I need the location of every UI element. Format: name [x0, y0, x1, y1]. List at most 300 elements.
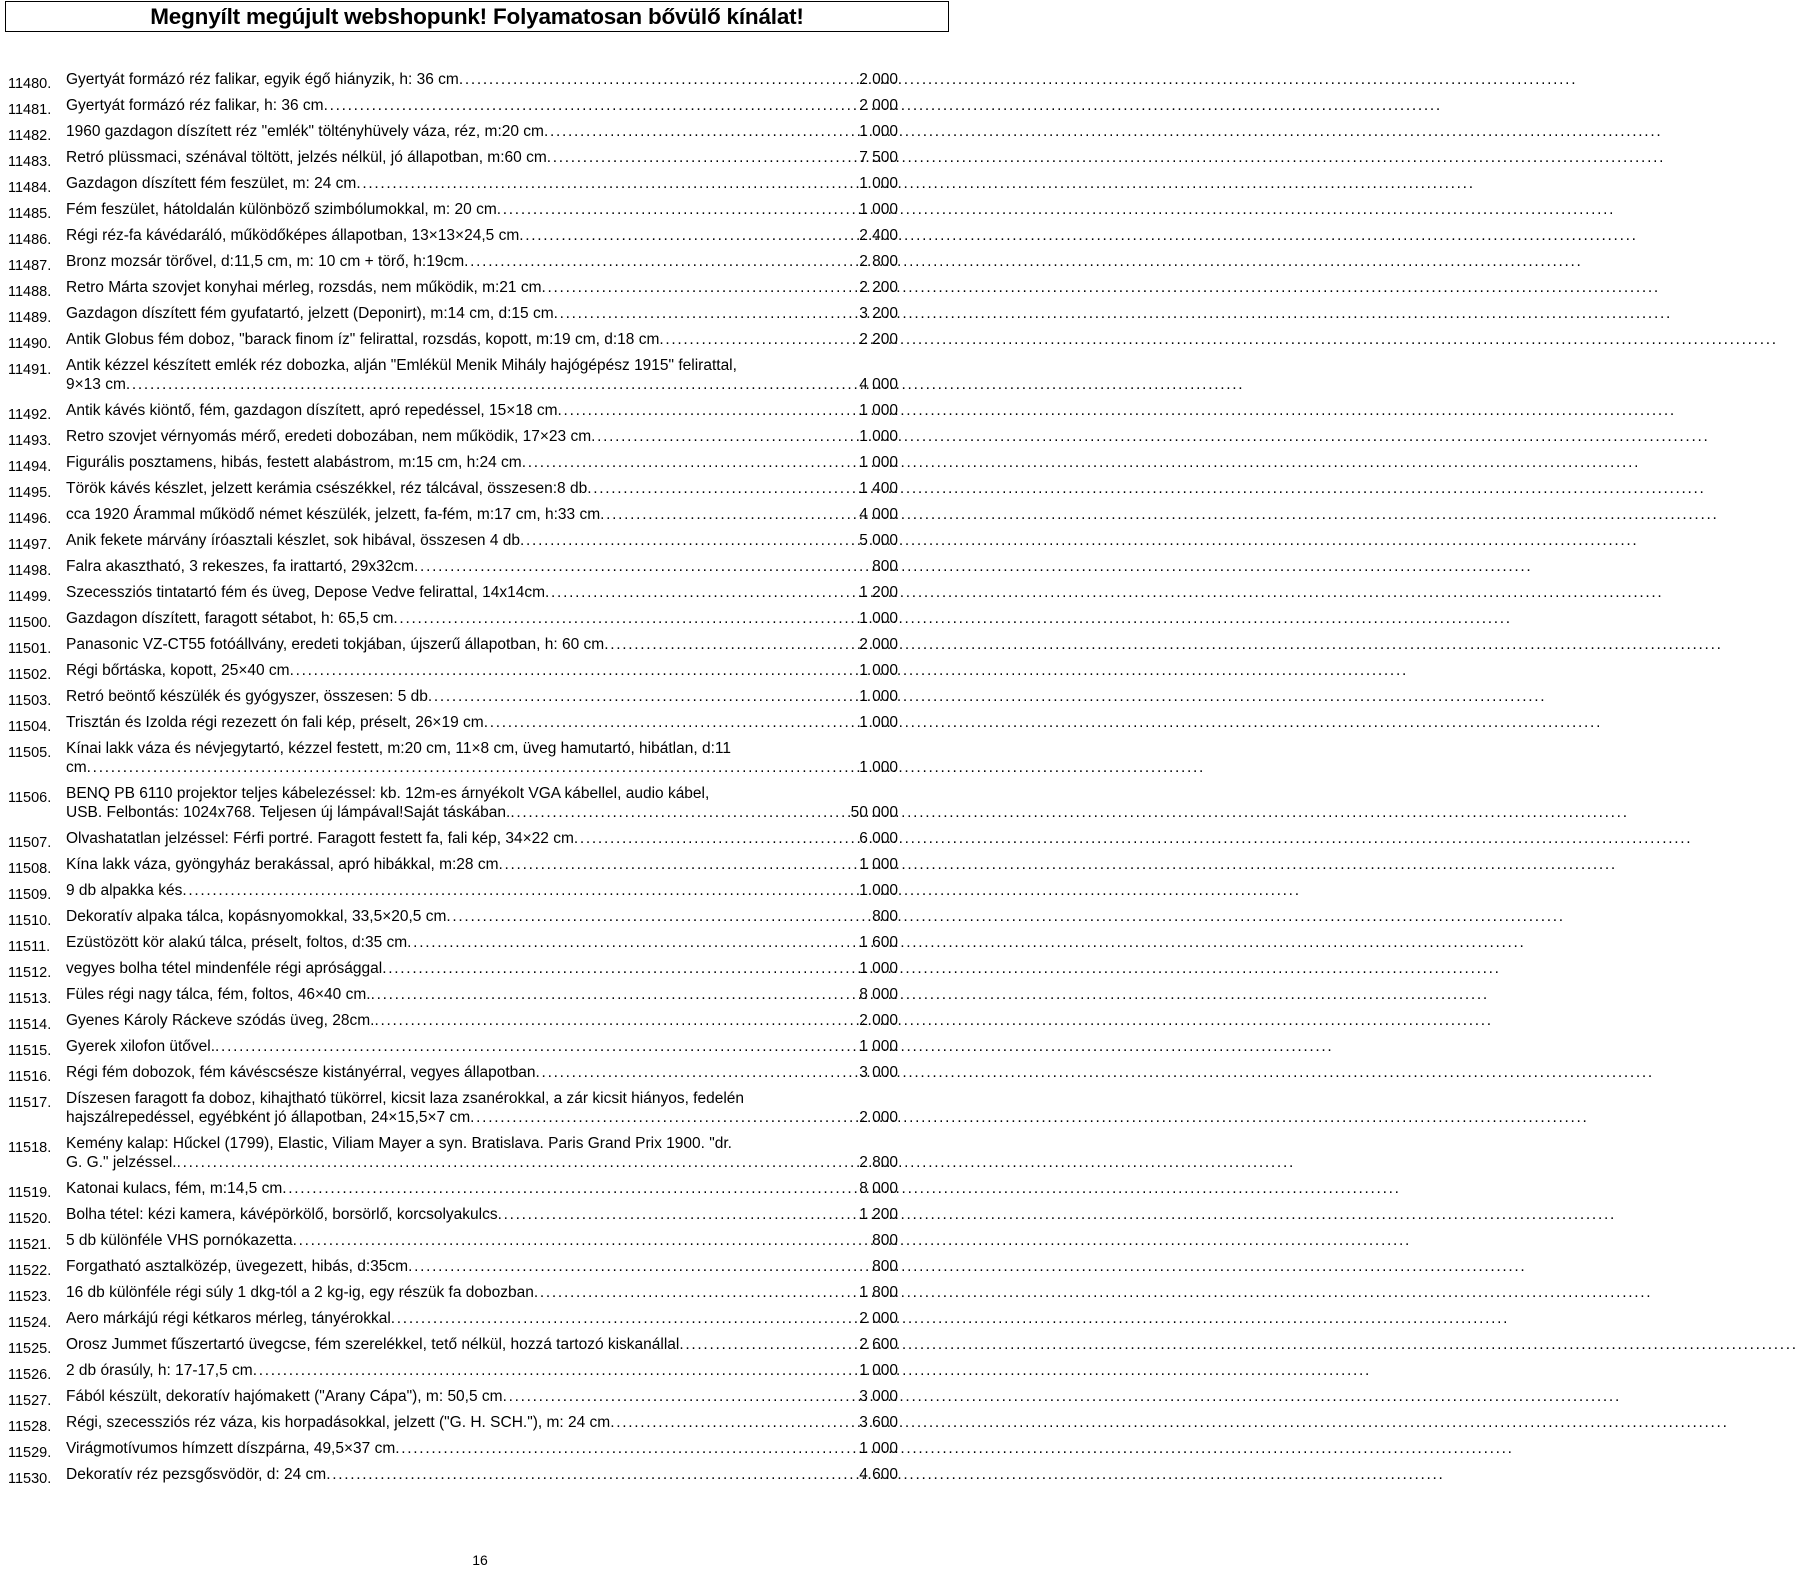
item-number: 11530.: [8, 1471, 52, 1487]
item-body: [66, 427, 898, 446]
list-item: [0, 1283, 960, 1309]
item-price: 2 000: [859, 1012, 898, 1029]
list-item: [0, 1465, 960, 1491]
item-line: [66, 1011, 898, 1030]
item-description: Füles régi nagy tálca, fém, foltos, 46×40 cm.: [66, 986, 371, 1003]
list-item: [0, 583, 960, 609]
list-item: [0, 200, 960, 226]
item-description: Retró plüssmaci, szénával töltött, jelzés nélkül, jó állapotban, m:60 cm: [66, 149, 547, 166]
dot-leader: [554, 304, 860, 323]
item-description: cm: [66, 759, 87, 776]
dot-leader: [503, 1387, 860, 1406]
item-body: [66, 907, 898, 926]
item-body: [66, 1205, 898, 1224]
list-item: [0, 453, 960, 479]
item-price: 2 200: [859, 331, 898, 348]
item-body: [66, 226, 898, 245]
item-number: 11519.: [8, 1185, 52, 1201]
item-number: 11500.: [8, 615, 52, 631]
item-price: 2 000: [859, 636, 898, 653]
item-description: Figurális posztamens, hibás, festett alabástrom, m:15 cm, h:24 cm: [66, 454, 522, 471]
item-body: [66, 1037, 898, 1056]
list-item: [0, 1309, 960, 1335]
dot-leader: [177, 1153, 860, 1172]
dot-leader: [498, 1205, 860, 1224]
item-body: [66, 1309, 898, 1328]
item-line: [66, 1387, 898, 1406]
item-description: Trisztán és Izolda régi rezezett ón fali kép, préselt, 26×19 cm: [66, 714, 484, 731]
item-number: 11526.: [8, 1367, 52, 1383]
item-body: [66, 829, 898, 848]
dot-leader: [87, 758, 860, 777]
item-line: [66, 479, 898, 498]
item-price: 2 000: [859, 1310, 898, 1327]
item-description: Retro szovjet vérnyomás mérő, eredeti dobozában, nem működik, 17×23 cm: [66, 428, 592, 445]
item-line: [66, 531, 898, 550]
item-number: 11491.: [8, 362, 52, 378]
item-price: 2 400: [859, 227, 898, 244]
item-line: [66, 148, 898, 167]
item-description: Dekoratív réz pezsgősvödör, d: 24 cm: [66, 1466, 327, 1483]
dot-leader: [182, 881, 859, 900]
item-price: 1 000: [859, 960, 898, 977]
item-body: [66, 1063, 898, 1082]
item-description: Dekoratív alpaka tálca, kopásnyomokkal, 33,5×20,5 cm: [66, 908, 447, 925]
item-line: [66, 907, 898, 926]
item-description: G. G." jelzéssel.: [66, 1154, 177, 1171]
item-price: 800: [872, 558, 898, 575]
item-number: 11528.: [8, 1419, 52, 1435]
item-line: [66, 803, 898, 822]
item-number: 11497.: [8, 537, 52, 553]
item-body: [66, 713, 898, 732]
item-description: Bolha tétel: kézi kamera, kávépörkölő, borsörlő, korcsolyakulcs: [66, 1206, 498, 1223]
item-body: [66, 557, 898, 576]
item-number: 11492.: [8, 407, 52, 423]
item-number: 11513.: [8, 991, 52, 1007]
list-item: [0, 661, 960, 687]
item-description: Retro Márta szovjet konyhai mérleg, rozsdás, nem működik, m:21 cm: [66, 279, 542, 296]
item-price: 4 600: [859, 1466, 898, 1483]
dot-leader: [356, 174, 859, 193]
item-body: [66, 1413, 898, 1432]
item-description: Falra akasztható, 3 rekeszes, fa irattartó, 29x32cm: [66, 558, 415, 575]
item-line: [66, 401, 898, 420]
item-line: [66, 1179, 898, 1198]
item-line: [66, 304, 898, 323]
item-body: [66, 122, 898, 141]
item-description: Gyerek xilofon ütővel.: [66, 1038, 216, 1055]
dot-leader: [464, 252, 859, 271]
list-item: [0, 784, 960, 829]
item-body: [66, 1231, 898, 1250]
item-body: [66, 933, 898, 952]
item-body: [66, 148, 898, 167]
item-body: [66, 687, 898, 706]
list-item: [0, 505, 960, 531]
item-line: [66, 1413, 898, 1432]
item-line: [66, 1063, 898, 1082]
item-number: 11481.: [8, 102, 52, 118]
item-description: Kína lakk váza, gyöngyház berakással, apró hibákkal, m:28 cm: [66, 856, 499, 873]
item-line: [66, 713, 898, 732]
item-number: 11498.: [8, 563, 52, 579]
item-number: 11483.: [8, 154, 52, 170]
item-description-line1: Díszesen faragott fa doboz, kihajtható tükörrel, kicsit laza zsanérokkal, a zár kicsit hiányos, fedelén: [66, 1090, 745, 1107]
list-item: [0, 479, 960, 505]
item-price: 800: [872, 1232, 898, 1249]
item-number: 11517.: [8, 1095, 52, 1111]
item-number: 11511.: [8, 939, 51, 955]
item-description: Gyenes Károly Ráckeve szódás üveg, 28cm.: [66, 1012, 375, 1029]
dot-leader: [408, 1257, 872, 1276]
dot-leader: [600, 505, 859, 524]
item-line: [66, 959, 898, 978]
item-description: Ezüstözött kör alakú tálca, préselt, foltos, d:35 cm: [66, 934, 408, 951]
dot-leader: [519, 226, 859, 245]
item-number: 11482.: [8, 128, 52, 144]
item-number: 11523.: [8, 1289, 52, 1305]
item-body: [66, 1387, 898, 1406]
item-price: 3 000: [859, 1064, 898, 1081]
item-price: 800: [872, 908, 898, 925]
list-item: [0, 1257, 960, 1283]
dot-leader: [391, 1309, 859, 1328]
item-line: [66, 427, 898, 446]
item-body: [66, 609, 898, 628]
dot-leader: [536, 1063, 860, 1082]
item-price: 6 000: [859, 830, 898, 847]
item-description: Gyertyát formázó réz falikar, egyik égő hiányzik, h: 36 cm: [66, 71, 459, 88]
item-body: [66, 985, 898, 1004]
item-price: 1 000: [859, 662, 898, 679]
item-description: Forgatható asztalközép, üvegezett, hibás, d:35cm: [66, 1258, 409, 1275]
dot-leader: [446, 907, 872, 926]
item-body: [66, 739, 898, 777]
dot-leader: [484, 713, 860, 732]
item-description: Olvashatatlan jelzéssel: Férfi portré. Faragott festett fa, fali kép, 34×22 cm: [66, 830, 574, 847]
item-description: 16 db különféle régi súly 1 dkg-tól a 2 kg-ig, egy részük fa dobozban: [66, 1284, 534, 1301]
item-description-line1: BENQ PB 6110 projektor teljes kábelezéssel: kb. 12m-es árnyékolt VGA kábellel, audio kábel,: [66, 785, 710, 802]
item-body: [66, 1439, 898, 1458]
list-item: [0, 174, 960, 200]
item-price: 1 000: [859, 856, 898, 873]
list-item: [0, 855, 960, 881]
dot-leader: [395, 1439, 859, 1458]
item-body: [66, 356, 898, 394]
item-description: Bronz mozsár törővel, d:11,5 cm, m: 10 cm + törő, h:19cm: [66, 253, 465, 270]
item-line: [66, 829, 898, 848]
item-price: 1 800: [859, 1284, 898, 1301]
dot-leader: [371, 985, 860, 1004]
dot-leader: [534, 1283, 859, 1302]
item-description: Török kávés készlet, jelzett kerámia csészékkel, réz tálcával, összesen:8 db: [66, 480, 588, 497]
item-number: 11524.: [8, 1315, 52, 1331]
dot-leader: [659, 330, 859, 349]
item-description: Antik Globus fém doboz, "barack finom íz" felirattal, rozsdás, kopott, m:19 cm, d:18 cm: [66, 331, 660, 348]
dot-leader: [459, 70, 859, 89]
item-description: 9×13 cm: [66, 376, 126, 393]
item-line: [66, 1231, 898, 1250]
item-body: [66, 479, 898, 498]
list-item: [0, 401, 960, 427]
item-line: [66, 1361, 898, 1380]
list-item: [0, 1063, 960, 1089]
item-line: [66, 855, 898, 874]
item-number: 11486.: [8, 232, 52, 248]
item-price: 4 000: [859, 376, 898, 393]
list-item: [0, 959, 960, 985]
item-description: Gyertyát formázó réz falikar, h: 36 cm: [66, 97, 324, 114]
item-description: 9 db alpakka kés: [66, 882, 183, 899]
list-item: [0, 881, 960, 907]
item-price: 4 000: [859, 506, 898, 523]
dot-leader: [293, 1231, 873, 1250]
item-number: 11525.: [8, 1341, 52, 1357]
item-body: [66, 453, 898, 472]
item-list: [0, 70, 960, 1491]
item-line: [66, 70, 898, 89]
list-item: [0, 148, 960, 174]
item-body: [66, 881, 898, 900]
item-line: [66, 226, 898, 245]
item-price: 50 000: [850, 804, 898, 821]
item-price: 1 600: [859, 934, 898, 951]
item-line: [66, 687, 898, 706]
item-body: [66, 583, 898, 602]
item-price: 2 800: [859, 1154, 898, 1171]
item-line: [66, 1257, 898, 1276]
item-body: [66, 959, 898, 978]
item-body: [66, 1179, 898, 1198]
dot-leader: [126, 375, 859, 394]
item-description: Katonai kulacs, fém, m:14,5 cm: [66, 1180, 283, 1197]
item-description: vegyes bolha tétel mindenféle régi aprósággal: [66, 960, 383, 977]
list-item: [0, 252, 960, 278]
item-description-line1: Kemény kalap: Hűckel (1799), Elastic, Viliam Mayer a syn. Bratislava. Paris Grand Prix 1900. "dr.: [66, 1135, 732, 1152]
list-item: [0, 226, 960, 252]
item-body: [66, 304, 898, 323]
item-line: [66, 1335, 898, 1354]
item-line: [66, 881, 898, 900]
item-line: [66, 583, 898, 602]
item-line: [66, 1283, 898, 1302]
list-item: [0, 1037, 960, 1063]
item-price: 8 000: [859, 986, 898, 1003]
item-line: [66, 122, 898, 141]
dot-leader: [545, 583, 859, 602]
item-number: 11499.: [8, 589, 52, 605]
item-number: 11489.: [8, 310, 52, 326]
dot-leader: [428, 687, 859, 706]
item-body: [66, 1335, 898, 1354]
item-price: 1 000: [859, 428, 898, 445]
item-body: [66, 1089, 898, 1127]
item-number: 11496.: [8, 511, 52, 527]
list-item: [0, 1361, 960, 1387]
list-item: [0, 1413, 960, 1439]
item-body: [66, 505, 898, 524]
list-item: [0, 1439, 960, 1465]
item-price: 5 000: [859, 532, 898, 549]
item-description: Anik fekete márvány íróasztali készlet, sok hibával, összesen 4 db: [66, 532, 521, 549]
item-line: [66, 252, 898, 271]
item-description: 5 db különféle VHS pornókazetta: [66, 1232, 293, 1249]
item-number: 11527.: [8, 1393, 52, 1409]
item-description: Fából készült, dekoratív hajómakett ("Arany Cápa"), m: 50,5 cm: [66, 1388, 503, 1405]
item-number: 11520.: [8, 1211, 52, 1227]
item-description-line1: Antik kézzel készített emlék réz dobozka, alján "Emlékül Menik Mihály hajógépész 1915" felirattal,: [66, 357, 737, 374]
item-number: 11529.: [8, 1445, 52, 1461]
item-price: 1 400: [859, 480, 898, 497]
dot-leader: [282, 1179, 859, 1198]
list-item: [0, 687, 960, 713]
item-line: [66, 1108, 898, 1127]
list-item: [0, 1387, 960, 1413]
list-item: [0, 1335, 960, 1361]
list-item: [0, 739, 960, 784]
dot-leader: [393, 609, 859, 628]
item-body: [66, 200, 898, 219]
item-body: [66, 1361, 898, 1380]
item-body: [66, 1134, 898, 1172]
dot-leader: [382, 959, 859, 978]
dot-leader: [290, 661, 860, 680]
item-line: [66, 505, 898, 524]
list-item: [0, 1205, 960, 1231]
list-item: [0, 829, 960, 855]
item-description: hajszálrepedéssel, egyébként jó állapotban, 24×15,5×7 cm: [66, 1109, 471, 1126]
dot-leader: [520, 531, 859, 550]
item-price: 1 000: [859, 759, 898, 776]
dot-leader: [324, 96, 860, 115]
item-price: 1 000: [859, 175, 898, 192]
item-line: [66, 635, 898, 654]
list-item: [0, 427, 960, 453]
item-price: 2 000: [859, 97, 898, 114]
dot-leader: [215, 1037, 859, 1056]
item-number: 11501.: [8, 641, 52, 657]
item-number: 11515.: [8, 1043, 52, 1059]
list-item: [0, 122, 960, 148]
item-number: 11494.: [8, 459, 52, 475]
item-description: Virágmotívumos hímzett díszpárna, 49,5×37 cm: [66, 1440, 396, 1457]
item-body: [66, 96, 898, 115]
item-price: 1 000: [859, 882, 898, 899]
item-body: [66, 531, 898, 550]
item-price: 3 600: [859, 1414, 898, 1431]
item-line: [66, 609, 898, 628]
item-line: [66, 278, 898, 297]
item-price: 1 000: [859, 610, 898, 627]
item-body: [66, 784, 898, 822]
item-line: [66, 1153, 898, 1172]
item-line: [66, 200, 898, 219]
item-body: [66, 70, 898, 89]
list-item: [0, 96, 960, 122]
item-price: 1 000: [859, 714, 898, 731]
item-price: 2 000: [859, 71, 898, 88]
item-number: 11518.: [8, 1140, 52, 1156]
list-item: [0, 609, 960, 635]
item-price: 7 500: [859, 149, 898, 166]
dot-leader: [326, 1465, 859, 1484]
item-line: [66, 557, 898, 576]
item-number: 11504.: [8, 719, 52, 735]
item-number: 11507.: [8, 835, 52, 851]
item-description: cca 1920 Árammal működő német készülék, jelzett, fa-fém, m:17 cm, h:33 cm: [66, 506, 601, 523]
item-line: [66, 330, 898, 349]
list-item: [0, 985, 960, 1011]
item-line: [66, 758, 898, 777]
dot-leader: [499, 855, 860, 874]
item-description: Aero márkájú régi kétkaros mérleg, tányérokkal: [66, 1310, 391, 1327]
item-price: 1 000: [859, 402, 898, 419]
list-item: [0, 713, 960, 739]
item-line: [66, 1205, 898, 1224]
item-price: 1 000: [859, 1362, 898, 1379]
dot-leader: [574, 829, 859, 848]
list-item: [0, 1089, 960, 1134]
item-line: [66, 453, 898, 472]
list-item: [0, 531, 960, 557]
item-line: [66, 1037, 898, 1056]
list-item: [0, 1231, 960, 1257]
item-description: 1960 gazdagon díszített réz "emlék" töltényhüvely váza, réz, m:20 cm: [66, 123, 544, 140]
item-number: 11484.: [8, 180, 52, 196]
item-number: 11509.: [8, 887, 52, 903]
list-item: [0, 330, 960, 356]
dot-leader: [497, 200, 859, 219]
list-item: [0, 356, 960, 401]
list-item: [0, 278, 960, 304]
item-body: [66, 1465, 898, 1484]
item-line: [66, 1439, 898, 1458]
item-price: 800: [872, 1258, 898, 1275]
item-number: 11512.: [8, 965, 52, 981]
item-description: Szecessziós tintatartó fém és üveg, Depose Vedve felirattal, 14x14cm: [66, 584, 546, 601]
item-price: 3 200: [859, 305, 898, 322]
list-item: [0, 907, 960, 933]
dot-leader: [544, 122, 859, 141]
item-line: [66, 661, 898, 680]
item-price: 1 200: [859, 584, 898, 601]
dot-leader: [522, 453, 859, 472]
item-number: 11480.: [8, 76, 52, 92]
item-price: 2 600: [859, 1336, 898, 1353]
item-price: 1 000: [859, 1038, 898, 1055]
dot-leader: [547, 148, 859, 167]
item-line: [66, 174, 898, 193]
item-number: 11487.: [8, 258, 52, 274]
item-description: Antik kávés kiöntő, fém, gazdagon díszített, apró repedéssel, 15×18 cm: [66, 402, 558, 419]
item-number: 11516.: [8, 1069, 52, 1085]
item-body: [66, 174, 898, 193]
item-body: [66, 855, 898, 874]
item-body: [66, 252, 898, 271]
item-description: Fém feszület, hátoldalán különböző szimbólumokkal, m: 20 cm: [66, 201, 497, 218]
item-description-line1: Kínai lakk váza és névjegytartó, kézzel festett, m:20 cm, 11×8 cm, üveg hamutartó, hibátlan, d:11: [66, 740, 731, 757]
item-price: 2 200: [859, 279, 898, 296]
list-item: [0, 304, 960, 330]
item-price: 8 000: [859, 1180, 898, 1197]
dot-leader: [610, 1413, 859, 1432]
list-item: [0, 557, 960, 583]
item-body: [66, 401, 898, 420]
dot-leader: [407, 933, 859, 952]
item-line: [66, 1465, 898, 1484]
dot-leader: [679, 1335, 859, 1354]
